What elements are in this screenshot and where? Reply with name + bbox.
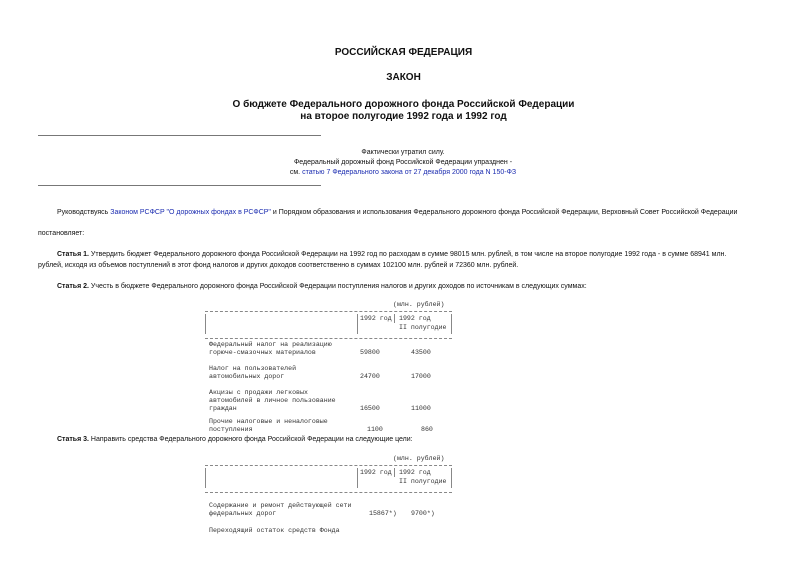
article-2-text: Учесть в бюджете Федерального дорожного фонда Российской Федерации поступления налогов и других доходов по источникам в следующих суммах: bbox=[88, 283, 587, 290]
row-label-line-2: горюче-смазочных материалов bbox=[209, 349, 316, 356]
row-label-line-1: Прочие налоговые и неналоговые bbox=[209, 418, 328, 425]
row-label-line-1: Налог на пользователей bbox=[209, 365, 297, 372]
preamble-prefix: Руководствуясь bbox=[57, 209, 111, 216]
row-label-line-1: Федеральный налог на реализацию bbox=[209, 341, 332, 348]
note-line-2: Федеральный дорожный фонд Российской Федерации упразднен - bbox=[293, 159, 513, 166]
row-value-h2: 860 bbox=[421, 426, 433, 433]
title-line-2: на второе полугодие 1992 года и 1992 год bbox=[300, 111, 507, 122]
table-row bbox=[205, 364, 452, 388]
table-1-col-h2-line-2: II полугодие bbox=[399, 324, 447, 331]
table-row bbox=[205, 502, 452, 520]
note-line-1: Фактически утратил силу. bbox=[361, 149, 445, 156]
row-label-line-2: федеральных дорог bbox=[209, 510, 277, 517]
row-value-h2: 11000 bbox=[411, 405, 431, 412]
row-value-1992: 15867*) bbox=[369, 510, 397, 517]
doc-type-heading: ЗАКОН bbox=[386, 72, 421, 83]
row-value-1992: 24700 bbox=[360, 373, 380, 380]
article-1-label: Статья 1. bbox=[57, 251, 89, 258]
row-value-1992: 1100 bbox=[367, 426, 383, 433]
article-3 bbox=[57, 436, 413, 443]
table-2-unit: (млн. рублей) bbox=[393, 455, 445, 462]
table-2-header bbox=[205, 465, 452, 493]
table-1-unit: (млн. рублей) bbox=[393, 301, 445, 308]
article-1 bbox=[57, 251, 726, 258]
table-2-col-1992: 1992 год bbox=[360, 469, 392, 476]
article-2-label: Статья 2. bbox=[57, 283, 89, 290]
divider-bottom bbox=[38, 185, 321, 186]
table-1-col-h2-line-1: 1992 год bbox=[399, 315, 431, 322]
row-value-1992: 59800 bbox=[360, 349, 380, 356]
row-label-line-1: Переходящий остаток средств Фонда bbox=[209, 527, 340, 534]
decree-text: постановляет: bbox=[38, 230, 85, 237]
road-funds-law-link[interactable]: Законом РСФСР "О дорожных фондах в РСФСР" bbox=[110, 209, 271, 216]
table-1-col-1992: 1992 год bbox=[360, 315, 392, 322]
row-value-h2: 17000 bbox=[411, 373, 431, 380]
preamble-suffix: и Порядком образования и использования Федерального дорожного фонда Российской Федерации, Верховный Совет Российской Федерации bbox=[270, 209, 738, 216]
table-2-col-h2-line-1: 1992 год bbox=[399, 469, 431, 476]
note-line-3-prefix: см. bbox=[289, 169, 303, 176]
law-150fz-link[interactable]: статью 7 Федерального закона от 27 декабря 2000 года N 150-ФЗ bbox=[302, 169, 517, 176]
table-row bbox=[205, 418, 452, 436]
article-1-line-1: Утвердить бюджет Федерального дорожного фонда Российской Федерации на 1992 год по расходам в сумме 98015 млн. рублей, в том числе на второе полугодие 1992 года - в сумме 68941 млн. bbox=[88, 251, 727, 258]
title-line-1: О бюджете Федерального дорожного фонда Российской Федерации bbox=[232, 99, 575, 110]
row-value-h2: 9700*) bbox=[411, 510, 435, 517]
row-label-line-1: Содержание и ремонт действующей сети bbox=[209, 502, 352, 509]
table-row bbox=[205, 527, 452, 537]
note-line-3 bbox=[160, 169, 646, 176]
row-label-line-3: граждан bbox=[209, 405, 237, 412]
article-2 bbox=[57, 283, 587, 290]
table-row bbox=[205, 340, 452, 364]
divider-top bbox=[38, 135, 321, 136]
article-3-label: Статья 3. bbox=[57, 436, 89, 443]
table-row bbox=[205, 389, 452, 419]
row-label-line-2: автомобильных дорог bbox=[209, 373, 285, 380]
article-1-line-2: рублей, исходя из объемов поступлений в этот фонд налогов и других доходов соответственно в суммах 102100 млн. рублей и 72360 млн. рублей. bbox=[38, 262, 519, 269]
table-1-header bbox=[205, 311, 452, 339]
row-label-line-2: поступления bbox=[209, 426, 253, 433]
table-2-col-h2-line-2: II полугодие bbox=[399, 478, 447, 485]
preamble bbox=[57, 209, 737, 216]
row-value-1992: 16500 bbox=[360, 405, 380, 412]
row-value-h2: 43500 bbox=[411, 349, 431, 356]
row-label-line-1: Акцизы с продажи легковых bbox=[209, 389, 308, 396]
country-heading: РОССИЙСКАЯ ФЕДЕРАЦИЯ bbox=[334, 47, 473, 58]
row-label-line-2: автомобилей в личное пользование bbox=[209, 397, 336, 404]
article-3-text: Направить средства Федерального дорожного фонда Российской Федерации на следующие цели: bbox=[88, 436, 413, 443]
